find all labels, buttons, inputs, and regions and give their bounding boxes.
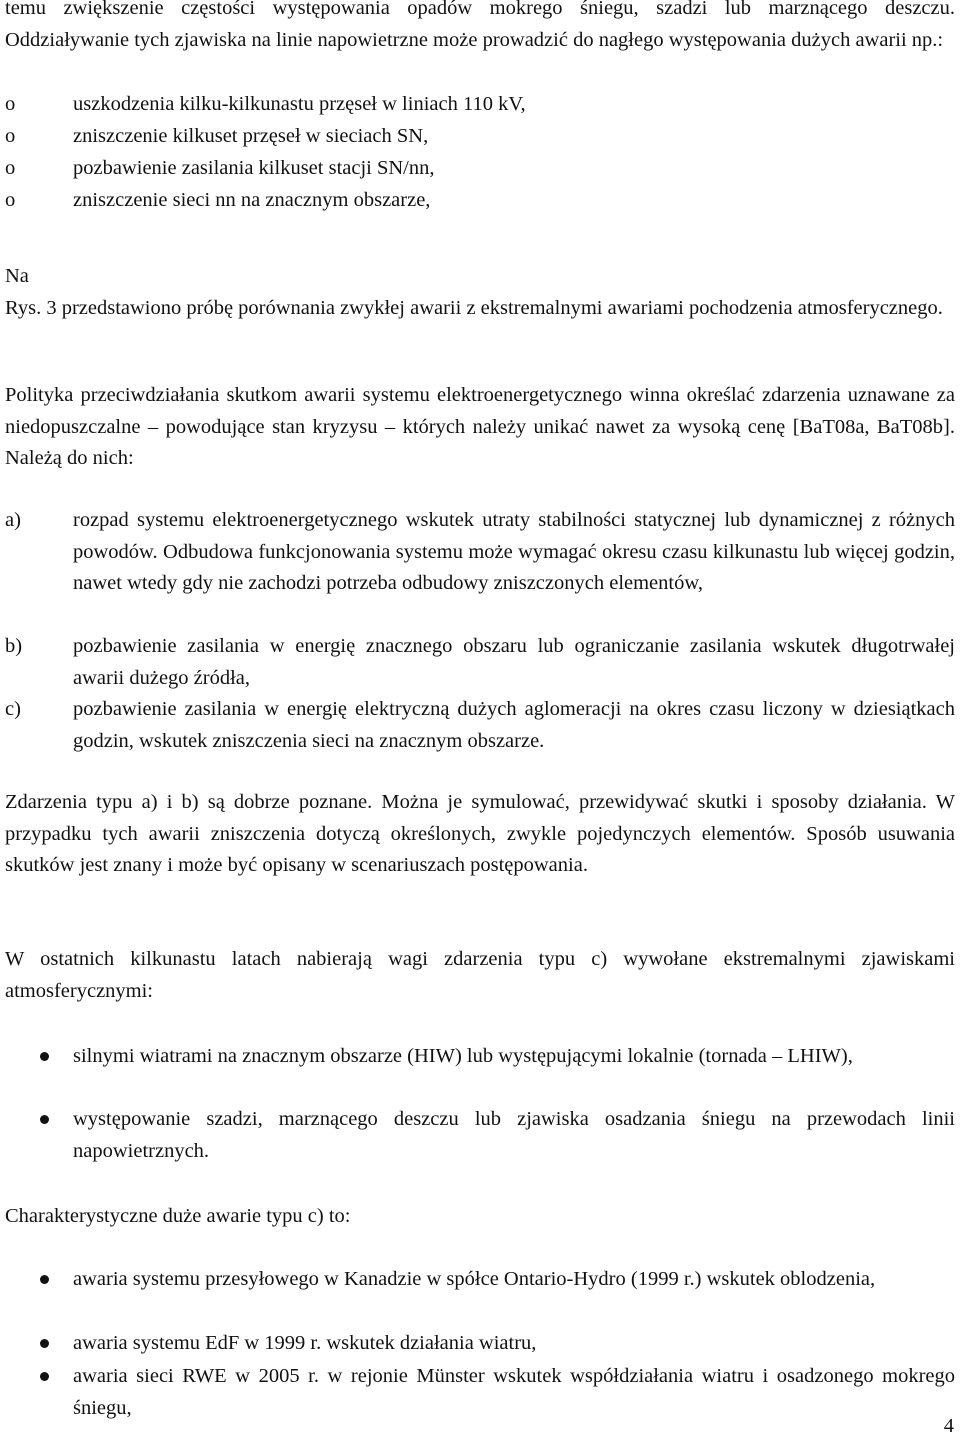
characteristic-heading: Charakterystyczne duże awarie typu c) to: xyxy=(5,1205,351,1227)
sub-list-marker: o xyxy=(5,189,16,211)
bullet-dot-icon xyxy=(40,1115,49,1124)
bullet-dot-icon xyxy=(40,1052,49,1061)
bullet-dot-icon xyxy=(40,1372,49,1381)
failure-bullet-text: awaria systemu przesyłowego w Kanadzie w spółce Ontario-Hydro (1999 r.) wskutek oblodzenia, xyxy=(73,1268,876,1290)
known-events-paragraph: Zdarzenia typu a) i b) są dobrze poznane. Można je symulować, przewidywać skutki i sposoby działania. W przypadku tych awarii zniszczenia dotyczą określonych, zwykle pojedynczych elementów. Sposób usuwania skutków jest znany i może być opisany w scenariuszach postępowania. xyxy=(5,791,955,876)
lettered-list-text: pozbawienie zasilania w energię elektryczną dużych aglomeracji na okres czasu liczony w dziesiątkach godzin, wskutek zniszczenia sieci na znacznym obszarze. xyxy=(73,698,955,752)
figure-reference-paragraph: Rys. 3 przedstawiono próbę porównania zwykłej awarii z ekstremalnymi awariami pochodzenia atmosferycznego. xyxy=(5,297,943,319)
bullet-dot-icon xyxy=(40,1275,49,1284)
weather-bullet-text: występowanie szadzi, marznącego deszczu lub zjawiska osadzania śniegu na przewodach linii napowietrznych. xyxy=(73,1108,955,1162)
sub-list-marker: o xyxy=(5,157,16,179)
intro-paragraph: temu zwiększenie częstości występowania opadów mokrego śniegu, szadzi lub marznącego deszczu. Oddziaływanie tych zjawiska na linie napowietrzne może prowadzić do nagłego występowania dużych awarii np.: xyxy=(5,0,955,51)
bullet-dot-icon xyxy=(40,1339,49,1348)
lettered-list-marker: a) xyxy=(5,509,21,531)
sub-list-text: zniszczenie sieci nn na znacznym obszarze, xyxy=(73,189,431,211)
sub-list-text: uszkodzenia kilku-kilkunastu przęseł w liniach 110 kV, xyxy=(73,93,526,115)
lettered-list-text: pozbawienie zasilania w energię znacznego obszaru lub ograniczanie zasilania wskutek długotrwałej awarii dużego źródła, xyxy=(73,635,955,689)
sub-list-marker: o xyxy=(5,125,16,147)
sub-list-text: pozbawienie zasilania kilkuset stacji SN/nn, xyxy=(73,157,435,179)
failure-bullet-text: awaria sieci RWE w 2005 r. w rejonie Münster wskutek współdziałania wiatru i osadzonego mokrego śniegu, xyxy=(73,1365,955,1419)
recent-events-paragraph: W ostatnich kilkunastu latach nabierają wagi zdarzenia typu c) wywołane ekstremalnymi zjawiskami atmosferycznymi: xyxy=(5,948,955,1002)
weather-bullet-text: silnymi wiatrami na znacznym obszarze (HIW) lub występującymi lokalnie (tornada – LHIW), xyxy=(73,1045,853,1067)
na-line: Na xyxy=(5,265,29,287)
failure-bullet-text: awaria systemu EdF w 1999 r. wskutek działania wiatru, xyxy=(73,1332,537,1354)
sub-list-text: zniszczenie kilkuset przęseł w sieciach SN, xyxy=(73,125,429,147)
sub-list-marker: o xyxy=(5,93,16,115)
lettered-list-text: rozpad systemu elektroenergetycznego wskutek utraty stabilności statycznej lub dynamicznej z różnych powodów. Odbudowa funkcjonowania systemu może wymagać okresu czasu kilkunastu lub więcej godzin, nawet wtedy gdy nie zachodzi potrzeba odbudowy zniszczonych elementów, xyxy=(73,509,955,594)
lettered-list-marker: c) xyxy=(5,698,21,720)
policy-paragraph: Polityka przeciwdziałania skutkom awarii systemu elektroenergetycznego winna określać zdarzenia uznawane za niedopuszczalne – powodujące stan kryzysu – których należy unikać nawet za wysoką cenę [BaT08a, BaT08b]. Należą do nich: xyxy=(5,384,955,469)
lettered-list-marker: b) xyxy=(5,635,23,657)
page-number: 4 xyxy=(943,1415,954,1437)
